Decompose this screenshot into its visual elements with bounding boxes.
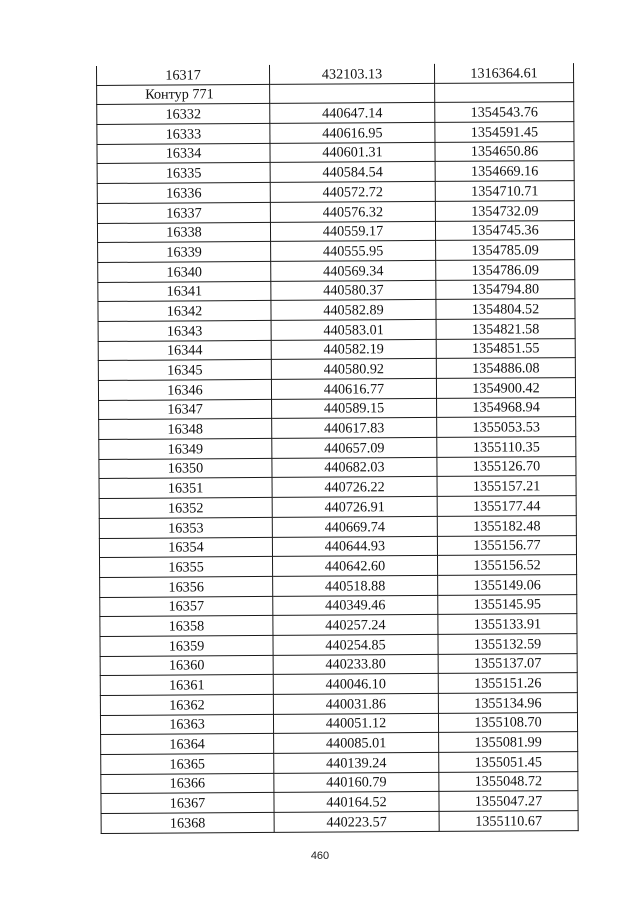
y-coordinate-cell: 1354732.09 xyxy=(435,200,574,221)
point-number-cell: 16357 xyxy=(100,596,273,617)
point-number-cell: 16343 xyxy=(98,320,271,341)
point-number-cell: 16346 xyxy=(98,379,271,400)
y-coordinate-cell: 1354968.94 xyxy=(437,397,576,418)
y-coordinate-cell: 1355149.06 xyxy=(438,574,577,595)
table-row xyxy=(96,63,573,85)
x-coordinate-cell: 440616.95 xyxy=(270,122,435,143)
table-row xyxy=(97,141,574,164)
coordinates-table-body xyxy=(96,63,578,833)
point-number-cell: 16367 xyxy=(101,793,274,814)
x-coordinate-cell: 440085.01 xyxy=(274,733,439,754)
y-coordinate-cell: 1354794.80 xyxy=(436,279,575,300)
table-row xyxy=(101,752,578,775)
point-number-cell: 16347 xyxy=(99,399,272,420)
y-coordinate-cell: 1354785.09 xyxy=(436,240,575,261)
x-coordinate-cell: 440726.22 xyxy=(272,477,437,498)
table-row xyxy=(98,378,575,401)
x-coordinate-cell: 440584.54 xyxy=(270,162,435,183)
y-coordinate-cell: 1355110.67 xyxy=(439,811,578,832)
y-coordinate-cell: 1355053.53 xyxy=(437,417,576,438)
point-number-cell: 16360 xyxy=(100,655,273,676)
table-row xyxy=(99,476,576,499)
x-coordinate-cell: 440051.12 xyxy=(273,713,438,734)
point-number-cell: 16332 xyxy=(97,104,270,125)
table-row xyxy=(98,319,575,342)
y-coordinate-cell: 1355137.07 xyxy=(438,653,577,674)
table-row xyxy=(97,102,574,125)
table-row xyxy=(99,496,576,519)
table-row xyxy=(100,673,577,696)
point-number-cell: 16352 xyxy=(99,498,272,519)
contour-label: Контур 771 xyxy=(97,84,270,105)
x-coordinate-cell: 440518.88 xyxy=(273,575,438,596)
point-number-cell: 16349 xyxy=(99,438,272,459)
y-coordinate-cell: 1354669.16 xyxy=(435,161,574,182)
y-coordinate-cell: 1355145.95 xyxy=(438,594,577,615)
x-coordinate-cell: 440031.86 xyxy=(273,693,438,714)
x-coordinate-cell: 440139.24 xyxy=(274,752,439,773)
y-coordinate-cell: 1354821.58 xyxy=(436,319,575,340)
x-coordinate-cell: 440254.85 xyxy=(273,634,438,655)
x-coordinate-cell: 440164.52 xyxy=(274,792,439,813)
y-coordinate-cell: 1354543.76 xyxy=(435,102,574,123)
y-coordinate-cell: 1354886.08 xyxy=(436,358,575,379)
x-coordinate-cell: 440617.83 xyxy=(272,418,437,439)
y-coordinate-cell: 1355182.48 xyxy=(437,515,576,536)
table-row xyxy=(100,574,577,597)
y-coordinate-cell: 1355081.99 xyxy=(439,732,578,753)
y-coordinate-cell: 1354804.52 xyxy=(436,299,575,320)
point-number-cell: 16338 xyxy=(97,222,270,243)
x-coordinate-cell: 440642.60 xyxy=(273,556,438,577)
x-coordinate-cell: 440569.34 xyxy=(271,260,436,281)
point-number-cell: 16351 xyxy=(99,478,272,499)
coordinates-table xyxy=(96,63,579,834)
y-coordinate-cell: 1354710.71 xyxy=(435,181,574,202)
table-row xyxy=(99,417,576,440)
x-coordinate-cell: 440223.57 xyxy=(274,812,439,833)
x-coordinate-cell: 440572.72 xyxy=(270,182,435,203)
y-coordinate-cell: 1355132.59 xyxy=(438,634,577,655)
table-row xyxy=(100,614,577,637)
point-number-cell: 16340 xyxy=(98,261,271,282)
y-coordinate-cell: 1354650.86 xyxy=(435,141,574,162)
point-number-cell: 16337 xyxy=(97,202,270,223)
x-coordinate-cell: 440601.31 xyxy=(270,142,435,163)
table-row xyxy=(100,712,577,735)
point-number-cell: 16368 xyxy=(101,813,274,834)
page-number: 460 xyxy=(310,850,330,862)
point-number-cell: 16365 xyxy=(101,753,274,774)
table-row xyxy=(97,122,574,145)
y-coordinate-cell: 1316364.61 xyxy=(434,63,573,83)
y-coordinate-cell: 1354900.42 xyxy=(436,378,575,399)
y-coordinate-cell: 1355126.70 xyxy=(437,456,576,477)
point-number-cell: 16353 xyxy=(99,517,272,538)
x-coordinate-cell: 440582.19 xyxy=(271,339,436,360)
x-coordinate-cell: 440657.09 xyxy=(272,437,437,458)
point-number-cell: 16345 xyxy=(98,360,271,381)
x-coordinate-cell: 440647.14 xyxy=(270,103,435,124)
x-coordinate-cell: 440559.17 xyxy=(270,221,435,242)
point-number-cell: 16358 xyxy=(100,616,273,637)
x-coordinate-cell: 440644.93 xyxy=(272,536,437,557)
x-coordinate-cell: 440580.92 xyxy=(271,359,436,380)
point-number-cell: 16364 xyxy=(101,734,274,755)
point-number-cell: 16356 xyxy=(100,576,273,597)
empty-cell xyxy=(270,83,435,104)
y-coordinate-cell: 1354851.55 xyxy=(436,338,575,359)
x-coordinate-cell: 440589.15 xyxy=(272,398,437,419)
y-coordinate-cell: 1355047.27 xyxy=(439,791,578,812)
table-row xyxy=(98,358,575,381)
x-coordinate-cell: 440669.74 xyxy=(272,516,437,537)
x-coordinate-cell: 440349.46 xyxy=(273,595,438,616)
table-row xyxy=(99,397,576,420)
point-number-cell: 16335 xyxy=(97,163,270,184)
table-row xyxy=(97,181,574,204)
x-coordinate-cell: 440257.24 xyxy=(273,615,438,636)
x-coordinate-cell: 440576.32 xyxy=(270,201,435,222)
point-number-cell: 16362 xyxy=(100,694,273,715)
point-number-cell: 16354 xyxy=(99,537,272,558)
y-coordinate-cell: 1355177.44 xyxy=(437,496,576,517)
y-coordinate-cell: 1354786.09 xyxy=(436,259,575,280)
point-number-cell: 16317 xyxy=(96,65,269,85)
table-row xyxy=(97,200,574,223)
point-number-cell: 16348 xyxy=(99,419,272,440)
table-row xyxy=(98,240,575,263)
point-number-cell: 16342 xyxy=(98,301,271,322)
y-coordinate-cell: 1354591.45 xyxy=(435,122,574,143)
table-row xyxy=(98,259,575,282)
y-coordinate-cell: 1355134.96 xyxy=(438,693,577,714)
y-coordinate-cell: 1355151.26 xyxy=(438,673,577,694)
x-coordinate-cell: 432103.13 xyxy=(269,64,434,84)
y-coordinate-cell: 1355133.91 xyxy=(438,614,577,635)
y-coordinate-cell: 1355051.45 xyxy=(439,752,578,773)
x-coordinate-cell: 440555.95 xyxy=(271,241,436,262)
table-row xyxy=(97,161,574,184)
x-coordinate-cell: 440046.10 xyxy=(273,674,438,695)
y-coordinate-cell: 1354745.36 xyxy=(435,220,574,241)
x-coordinate-cell: 440580.37 xyxy=(271,280,436,301)
table-row xyxy=(100,594,577,617)
point-number-cell: 16359 xyxy=(100,635,273,656)
point-number-cell: 16334 xyxy=(97,143,270,164)
x-coordinate-cell: 440726.91 xyxy=(272,497,437,518)
point-number-cell: 16363 xyxy=(100,714,273,735)
point-number-cell: 16355 xyxy=(100,557,273,578)
table-row xyxy=(98,338,575,361)
table-row xyxy=(100,634,577,657)
x-coordinate-cell: 440582.89 xyxy=(271,300,436,321)
point-number-cell: 16333 xyxy=(97,124,270,145)
y-coordinate-cell: 1355108.70 xyxy=(438,712,577,733)
x-coordinate-cell: 440616.77 xyxy=(271,378,436,399)
y-coordinate-cell: 1355156.77 xyxy=(437,535,576,556)
x-coordinate-cell: 440233.80 xyxy=(273,654,438,675)
point-number-cell: 16339 xyxy=(98,242,271,263)
point-number-cell: 16366 xyxy=(101,773,274,794)
y-coordinate-cell: 1355110.35 xyxy=(437,437,576,458)
empty-cell xyxy=(435,82,574,103)
point-number-cell: 16361 xyxy=(100,675,273,696)
x-coordinate-cell: 440583.01 xyxy=(271,319,436,340)
table-row xyxy=(100,653,577,676)
y-coordinate-cell: 1355048.72 xyxy=(439,771,578,792)
x-coordinate-cell: 440160.79 xyxy=(274,772,439,793)
table-row xyxy=(99,437,576,460)
table-row xyxy=(98,299,575,322)
table-row xyxy=(101,732,578,755)
table-row xyxy=(101,791,578,814)
table-row xyxy=(99,535,576,558)
y-coordinate-cell: 1355157.21 xyxy=(437,476,576,497)
table-row xyxy=(100,555,577,578)
table-row xyxy=(99,515,576,538)
table-row xyxy=(100,693,577,716)
table-row xyxy=(101,771,578,794)
table-row xyxy=(99,456,576,479)
table-row xyxy=(101,811,578,834)
point-number-cell: 16341 xyxy=(98,281,271,302)
point-number-cell: 16350 xyxy=(99,458,272,479)
y-coordinate-cell: 1355156.52 xyxy=(437,555,576,576)
x-coordinate-cell: 440682.03 xyxy=(272,457,437,478)
table-row xyxy=(97,220,574,243)
point-number-cell: 16336 xyxy=(97,183,270,204)
table-row xyxy=(98,279,575,302)
point-number-cell: 16344 xyxy=(98,340,271,361)
